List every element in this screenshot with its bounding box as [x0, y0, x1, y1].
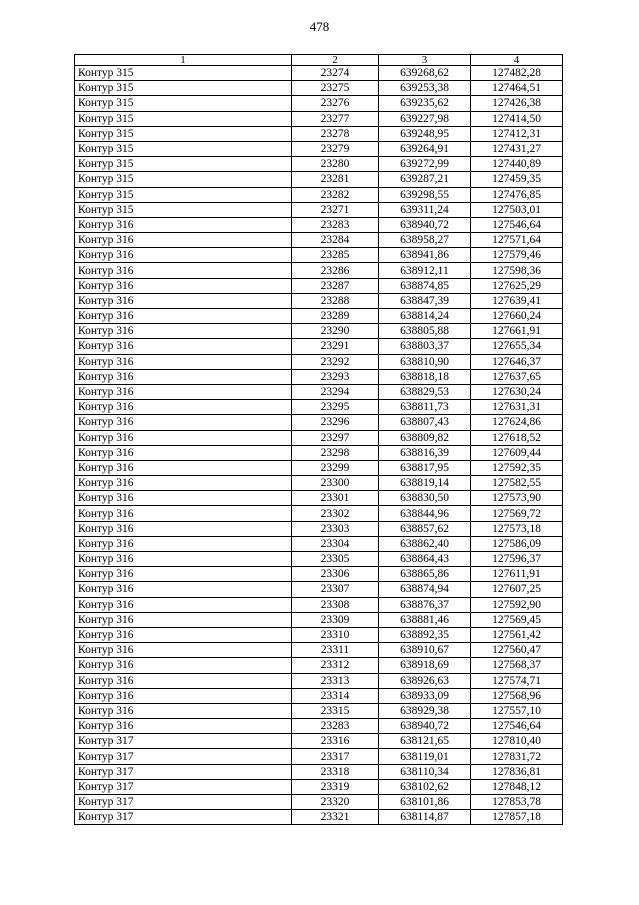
table-row [75, 384, 563, 399]
point-number-cell: 23289 [292, 309, 379, 324]
table-row [75, 749, 563, 764]
table-row [75, 141, 563, 156]
point-number-cell: 23292 [292, 354, 379, 369]
y-coordinate-cell: 127412,31 [471, 126, 563, 141]
point-number-cell: 23305 [292, 552, 379, 567]
x-coordinate-cell: 639264,91 [379, 141, 471, 156]
x-coordinate-cell: 638101,86 [379, 795, 471, 810]
table-row [75, 658, 563, 673]
y-coordinate-cell: 127503,01 [471, 202, 563, 217]
point-number-cell: 23290 [292, 324, 379, 339]
table-row [75, 96, 563, 111]
point-number-cell: 23274 [292, 66, 379, 81]
point-number-cell: 23296 [292, 415, 379, 430]
point-number-cell: 23283 [292, 719, 379, 734]
point-number-cell: 23285 [292, 248, 379, 263]
contour-name-cell: Контур 315 [75, 202, 292, 217]
x-coordinate-cell: 639287,21 [379, 172, 471, 187]
contour-name-cell: Контур 316 [75, 703, 292, 718]
contour-name-cell: Контур 315 [75, 157, 292, 172]
point-number-cell: 23284 [292, 233, 379, 248]
contour-name-cell: Контур 316 [75, 369, 292, 384]
y-coordinate-cell: 127607,25 [471, 582, 563, 597]
x-coordinate-cell: 639235,62 [379, 96, 471, 111]
contour-name-cell: Контур 316 [75, 278, 292, 293]
contour-name-cell: Контур 316 [75, 582, 292, 597]
x-coordinate-cell: 638881,46 [379, 612, 471, 627]
point-number-cell: 23277 [292, 111, 379, 126]
table-row [75, 445, 563, 460]
y-coordinate-cell: 127655,34 [471, 339, 563, 354]
x-coordinate-cell: 638121,65 [379, 734, 471, 749]
x-coordinate-cell: 638810,90 [379, 354, 471, 369]
table-row [75, 278, 563, 293]
contour-name-cell: Контур 316 [75, 217, 292, 232]
x-coordinate-cell: 638847,39 [379, 293, 471, 308]
page-number: 478 [309, 19, 330, 34]
y-coordinate-cell: 127625,29 [471, 278, 563, 293]
contour-name-cell: Контур 315 [75, 126, 292, 141]
contour-name-cell: Контур 316 [75, 719, 292, 734]
table-row [75, 309, 563, 324]
table-row [75, 66, 563, 81]
contour-name-cell: Контур 317 [75, 764, 292, 779]
contour-name-cell: Контур 316 [75, 673, 292, 688]
point-number-cell: 23307 [292, 582, 379, 597]
contour-name-cell: Контур 316 [75, 552, 292, 567]
contour-name-cell: Контур 316 [75, 521, 292, 536]
contour-name-cell: Контур 317 [75, 795, 292, 810]
x-coordinate-cell: 638811,73 [379, 400, 471, 415]
y-coordinate-cell: 127569,72 [471, 506, 563, 521]
point-number-cell: 23300 [292, 476, 379, 491]
x-coordinate-cell: 639248,95 [379, 126, 471, 141]
table-row [75, 719, 563, 734]
y-coordinate-cell: 127573,18 [471, 521, 563, 536]
table-row [75, 536, 563, 551]
y-coordinate-cell: 127426,38 [471, 96, 563, 111]
table-row [75, 597, 563, 612]
y-coordinate-cell: 127569,45 [471, 612, 563, 627]
y-coordinate-cell: 127574,71 [471, 673, 563, 688]
y-coordinate-cell: 127582,55 [471, 476, 563, 491]
point-number-cell: 23316 [292, 734, 379, 749]
point-number-cell: 23291 [292, 339, 379, 354]
y-coordinate-cell: 127857,18 [471, 810, 563, 825]
table-row [75, 187, 563, 202]
x-coordinate-cell: 638918,69 [379, 658, 471, 673]
contour-name-cell: Контур 316 [75, 445, 292, 460]
y-coordinate-cell: 127848,12 [471, 779, 563, 794]
x-coordinate-cell: 639298,55 [379, 187, 471, 202]
y-coordinate-cell: 127836,81 [471, 764, 563, 779]
x-coordinate-cell: 638874,85 [379, 278, 471, 293]
x-coordinate-cell: 638862,40 [379, 536, 471, 551]
x-coordinate-cell: 638110,34 [379, 764, 471, 779]
point-number-cell: 23304 [292, 536, 379, 551]
point-number-cell: 23276 [292, 96, 379, 111]
x-coordinate-cell: 638865,86 [379, 567, 471, 582]
y-coordinate-cell: 127571,64 [471, 233, 563, 248]
contour-name-cell: Контур 316 [75, 233, 292, 248]
x-coordinate-cell: 638805,88 [379, 324, 471, 339]
point-number-cell: 23303 [292, 521, 379, 536]
x-coordinate-cell: 638816,39 [379, 445, 471, 460]
x-coordinate-cell: 638940,72 [379, 217, 471, 232]
y-coordinate-cell: 127624,86 [471, 415, 563, 430]
y-coordinate-cell: 127630,24 [471, 384, 563, 399]
contour-name-cell: Контур 315 [75, 187, 292, 202]
point-number-cell: 23279 [292, 141, 379, 156]
x-coordinate-cell: 638892,35 [379, 627, 471, 642]
point-number-cell: 23315 [292, 703, 379, 718]
contour-name-cell: Контур 315 [75, 96, 292, 111]
table-row [75, 779, 563, 794]
contour-name-cell: Контур 316 [75, 612, 292, 627]
contour-name-cell: Контур 316 [75, 688, 292, 703]
contour-name-cell: Контур 316 [75, 354, 292, 369]
x-coordinate-cell: 638929,38 [379, 703, 471, 718]
point-number-cell: 23298 [292, 445, 379, 460]
x-coordinate-cell: 638864,43 [379, 552, 471, 567]
table-row [75, 400, 563, 415]
table-row [75, 339, 563, 354]
y-coordinate-cell: 127431,27 [471, 141, 563, 156]
point-number-cell: 23321 [292, 810, 379, 825]
table-row [75, 734, 563, 749]
y-coordinate-cell: 127598,36 [471, 263, 563, 278]
y-coordinate-cell: 127639,41 [471, 293, 563, 308]
contour-name-cell: Контур 316 [75, 309, 292, 324]
contour-name-cell: Контур 315 [75, 111, 292, 126]
point-number-cell: 23280 [292, 157, 379, 172]
point-number-cell: 23313 [292, 673, 379, 688]
x-coordinate-cell: 638844,96 [379, 506, 471, 521]
header-col-1: 1 [75, 55, 292, 66]
contour-name-cell: Контур 316 [75, 263, 292, 278]
point-number-cell: 23317 [292, 749, 379, 764]
table-row [75, 263, 563, 278]
table-row [75, 491, 563, 506]
x-coordinate-cell: 638829,53 [379, 384, 471, 399]
table-row [75, 567, 563, 582]
table-row [75, 552, 563, 567]
table-row [75, 612, 563, 627]
header-col-4: 4 [471, 55, 563, 66]
point-number-cell: 23286 [292, 263, 379, 278]
table-row [75, 795, 563, 810]
y-coordinate-cell: 127831,72 [471, 749, 563, 764]
point-number-cell: 23271 [292, 202, 379, 217]
x-coordinate-cell: 639253,38 [379, 81, 471, 96]
table-row [75, 627, 563, 642]
table-row [75, 673, 563, 688]
contour-name-cell: Контур 316 [75, 293, 292, 308]
y-coordinate-cell: 127810,40 [471, 734, 563, 749]
y-coordinate-cell: 127557,10 [471, 703, 563, 718]
x-coordinate-cell: 638817,95 [379, 460, 471, 475]
contour-name-cell: Контур 317 [75, 810, 292, 825]
y-coordinate-cell: 127609,44 [471, 445, 563, 460]
contour-name-cell: Контур 316 [75, 248, 292, 263]
header-col-2: 2 [292, 55, 379, 66]
y-coordinate-cell: 127414,50 [471, 111, 563, 126]
table-row [75, 810, 563, 825]
y-coordinate-cell: 127637,65 [471, 369, 563, 384]
x-coordinate-cell: 639272,99 [379, 157, 471, 172]
point-number-cell: 23301 [292, 491, 379, 506]
y-coordinate-cell: 127568,96 [471, 688, 563, 703]
contour-name-cell: Контур 317 [75, 734, 292, 749]
x-coordinate-cell: 638119,01 [379, 749, 471, 764]
y-coordinate-cell: 127660,24 [471, 309, 563, 324]
y-coordinate-cell: 127592,90 [471, 597, 563, 612]
point-number-cell: 23299 [292, 460, 379, 475]
table-row [75, 430, 563, 445]
x-coordinate-cell: 638814,24 [379, 309, 471, 324]
y-coordinate-cell: 127853,78 [471, 795, 563, 810]
table-row [75, 217, 563, 232]
table-header-row [75, 55, 563, 66]
x-coordinate-cell: 638933,09 [379, 688, 471, 703]
point-number-cell: 23312 [292, 658, 379, 673]
point-number-cell: 23311 [292, 643, 379, 658]
y-coordinate-cell: 127611,91 [471, 567, 563, 582]
y-coordinate-cell: 127586,09 [471, 536, 563, 551]
point-number-cell: 23302 [292, 506, 379, 521]
y-coordinate-cell: 127579,46 [471, 248, 563, 263]
table-row [75, 688, 563, 703]
contour-name-cell: Контур 316 [75, 597, 292, 612]
x-coordinate-cell: 638114,87 [379, 810, 471, 825]
header-col-3: 3 [379, 55, 471, 66]
y-coordinate-cell: 127661,91 [471, 324, 563, 339]
contour-name-cell: Контур 316 [75, 567, 292, 582]
point-number-cell: 23314 [292, 688, 379, 703]
contour-name-cell: Контур 316 [75, 627, 292, 642]
contour-name-cell: Контур 315 [75, 172, 292, 187]
contour-name-cell: Контур 316 [75, 339, 292, 354]
coordinates-table [74, 54, 563, 825]
point-number-cell: 23278 [292, 126, 379, 141]
x-coordinate-cell: 638876,37 [379, 597, 471, 612]
x-coordinate-cell: 638818,18 [379, 369, 471, 384]
table-row [75, 248, 563, 263]
point-number-cell: 23310 [292, 627, 379, 642]
y-coordinate-cell: 127482,28 [471, 66, 563, 81]
table-row [75, 415, 563, 430]
contour-name-cell: Контур 316 [75, 506, 292, 521]
x-coordinate-cell: 638958,27 [379, 233, 471, 248]
table-row [75, 460, 563, 475]
table-row [75, 324, 563, 339]
point-number-cell: 23320 [292, 795, 379, 810]
x-coordinate-cell: 638819,14 [379, 476, 471, 491]
table-row [75, 157, 563, 172]
table-row [75, 369, 563, 384]
point-number-cell: 23295 [292, 400, 379, 415]
point-number-cell: 23308 [292, 597, 379, 612]
contour-name-cell: Контур 317 [75, 749, 292, 764]
contour-name-cell: Контур 317 [75, 779, 292, 794]
contour-name-cell: Контур 316 [75, 476, 292, 491]
table-row [75, 126, 563, 141]
x-coordinate-cell: 638857,62 [379, 521, 471, 536]
y-coordinate-cell: 127592,35 [471, 460, 563, 475]
table-row [75, 202, 563, 217]
y-coordinate-cell: 127631,31 [471, 400, 563, 415]
point-number-cell: 23309 [292, 612, 379, 627]
contour-name-cell: Контур 315 [75, 81, 292, 96]
x-coordinate-cell: 638926,63 [379, 673, 471, 688]
y-coordinate-cell: 127568,37 [471, 658, 563, 673]
table-row [75, 293, 563, 308]
x-coordinate-cell: 638940,72 [379, 719, 471, 734]
contour-name-cell: Контур 316 [75, 415, 292, 430]
y-coordinate-cell: 127646,37 [471, 354, 563, 369]
table-row [75, 111, 563, 126]
y-coordinate-cell: 127476,85 [471, 187, 563, 202]
table-row [75, 506, 563, 521]
x-coordinate-cell: 638830,50 [379, 491, 471, 506]
table-row [75, 476, 563, 491]
y-coordinate-cell: 127546,64 [471, 719, 563, 734]
x-coordinate-cell: 638102,62 [379, 779, 471, 794]
table-row [75, 764, 563, 779]
y-coordinate-cell: 127546,64 [471, 217, 563, 232]
point-number-cell: 23283 [292, 217, 379, 232]
table-row [75, 703, 563, 718]
point-number-cell: 23319 [292, 779, 379, 794]
x-coordinate-cell: 639311,24 [379, 202, 471, 217]
x-coordinate-cell: 639268,62 [379, 66, 471, 81]
table-row [75, 582, 563, 597]
y-coordinate-cell: 127573,90 [471, 491, 563, 506]
x-coordinate-cell: 638910,67 [379, 643, 471, 658]
x-coordinate-cell: 638807,43 [379, 415, 471, 430]
point-number-cell: 23297 [292, 430, 379, 445]
x-coordinate-cell: 638803,37 [379, 339, 471, 354]
contour-name-cell: Контур 315 [75, 141, 292, 156]
y-coordinate-cell: 127440,89 [471, 157, 563, 172]
point-number-cell: 23306 [292, 567, 379, 582]
point-number-cell: 23293 [292, 369, 379, 384]
contour-name-cell: Контур 316 [75, 324, 292, 339]
table-row [75, 233, 563, 248]
table-row [75, 643, 563, 658]
contour-name-cell: Контур 315 [75, 66, 292, 81]
contour-name-cell: Контур 316 [75, 491, 292, 506]
point-number-cell: 23318 [292, 764, 379, 779]
table-row [75, 172, 563, 187]
x-coordinate-cell: 638809,82 [379, 430, 471, 445]
table-body [75, 66, 563, 825]
point-number-cell: 23282 [292, 187, 379, 202]
point-number-cell: 23287 [292, 278, 379, 293]
y-coordinate-cell: 127464,51 [471, 81, 563, 96]
point-number-cell: 23275 [292, 81, 379, 96]
contour-name-cell: Контур 316 [75, 460, 292, 475]
y-coordinate-cell: 127618,52 [471, 430, 563, 445]
contour-name-cell: Контур 316 [75, 384, 292, 399]
y-coordinate-cell: 127561,42 [471, 627, 563, 642]
point-number-cell: 23288 [292, 293, 379, 308]
y-coordinate-cell: 127459,35 [471, 172, 563, 187]
contour-name-cell: Контур 316 [75, 430, 292, 445]
contour-name-cell: Контур 316 [75, 536, 292, 551]
x-coordinate-cell: 638941,86 [379, 248, 471, 263]
contour-name-cell: Контур 316 [75, 400, 292, 415]
point-number-cell: 23281 [292, 172, 379, 187]
table-row [75, 521, 563, 536]
y-coordinate-cell: 127596,37 [471, 552, 563, 567]
contour-name-cell: Контур 316 [75, 643, 292, 658]
x-coordinate-cell: 638874,94 [379, 582, 471, 597]
table-row [75, 354, 563, 369]
x-coordinate-cell: 638912,11 [379, 263, 471, 278]
y-coordinate-cell: 127560,47 [471, 643, 563, 658]
contour-name-cell: Контур 316 [75, 658, 292, 673]
table-row [75, 81, 563, 96]
x-coordinate-cell: 639227,98 [379, 111, 471, 126]
point-number-cell: 23294 [292, 384, 379, 399]
